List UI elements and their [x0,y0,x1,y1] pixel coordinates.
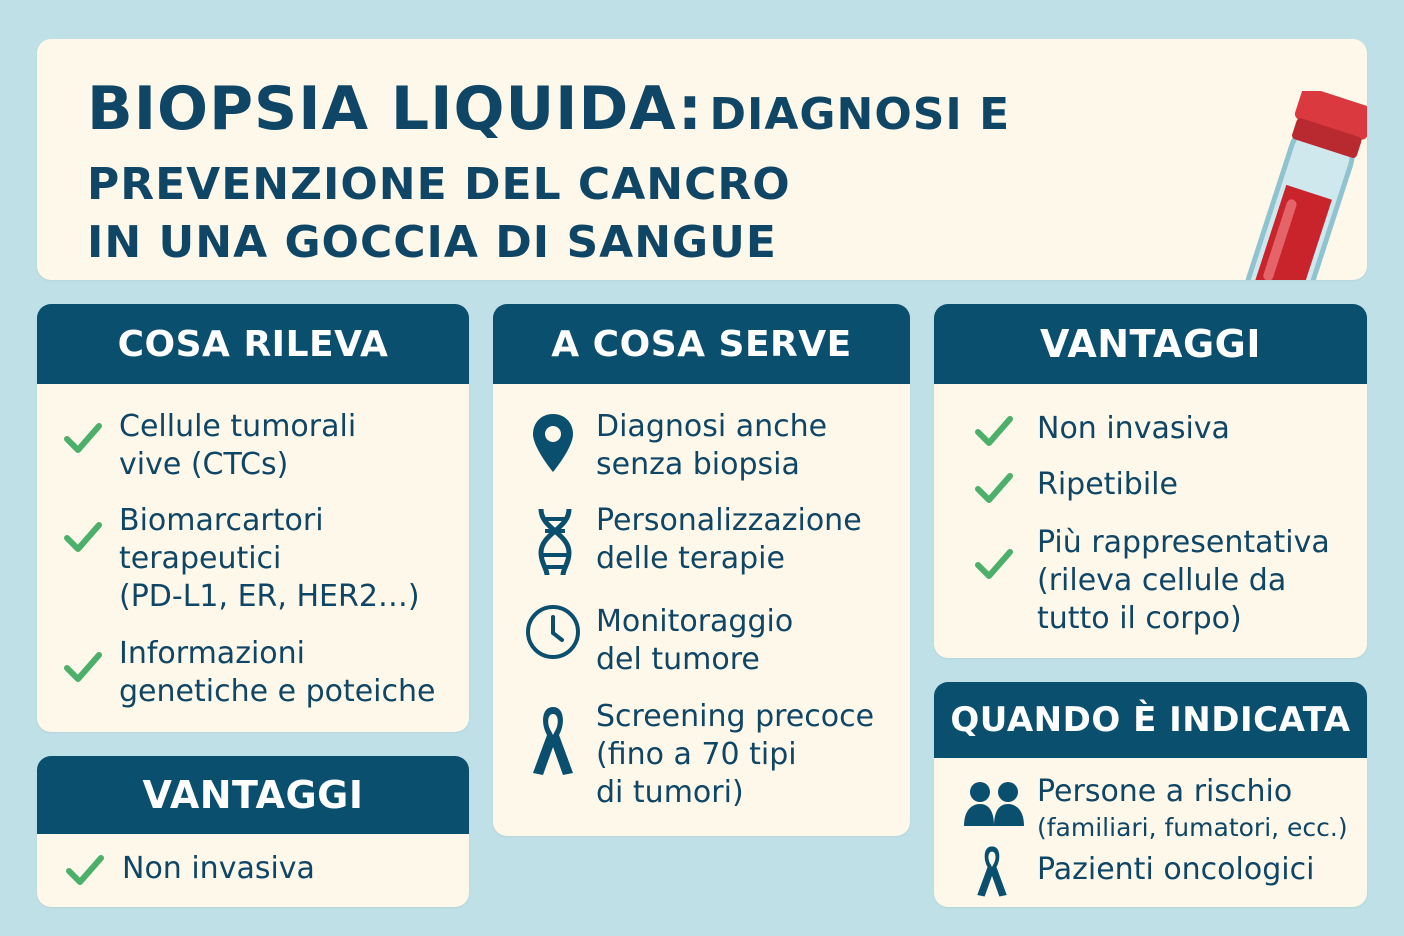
a-cosa-serve-header: A COSA SERVE [493,304,910,384]
cosa-rileva-card [37,304,469,732]
list-item: Biomarcartori terapeutici (PD-L1, ER, HER2…) [119,503,420,614]
list-item: Non invasiva [1037,411,1230,446]
list-item: Screening precoce (fino a 70 tipi di tumori) [596,699,875,810]
page-title [87,74,1011,272]
list-item: Ripetibile [1037,467,1178,502]
list-item: Monitoraggio del tumore [596,604,794,677]
quando-header: QUANDO È INDICATA [934,682,1367,758]
check-icon [974,471,1014,505]
vantaggi-header: VANTAGGI [934,304,1367,384]
check-icon [974,547,1014,581]
title-line2: PREVENZIONE DEL CANCRO [87,159,791,210]
list-item: Cellule tumorali vive (CTCs) [119,409,357,482]
title-part1: BIOPSIA LIQUIDA: [87,74,703,144]
title-card [37,39,1367,280]
ribbon-icon [529,701,577,777]
list-item: Informazioni genetiche e poteiche [119,636,436,709]
check-icon [63,520,103,554]
list-item: Persone a rischio (familiari, fumatori, ecc.) [1037,774,1348,842]
list-item: Non invasiva [122,851,315,886]
title-part2: DIAGNOSI E [709,89,1011,140]
dna-icon [533,507,577,577]
location-pin-icon [531,412,575,474]
check-icon [974,414,1014,448]
cosa-rileva-header: COSA RILEVA [37,304,469,384]
a-cosa-serve-card [493,304,910,836]
blood-tube-icon [1217,91,1367,280]
check-icon [63,650,103,684]
quando-card [934,682,1367,907]
vantaggi-card [934,304,1367,658]
list-item: Personalizzazione delle terapie [596,503,862,576]
ribbon-icon [974,842,1010,898]
people-icon [962,780,1028,828]
list-item: Più rappresentativa (rileva cellule da tutto il corpo) [1037,525,1330,636]
list-item: Pazienti oncologici [1037,852,1315,887]
vantaggi-small-header: VANTAGGI [37,756,469,834]
check-icon [63,421,103,455]
list-item: Diagnosi anche senza biopsia [596,409,828,482]
title-line3: IN UNA GOCCIA DI SANGUE [87,217,777,268]
check-icon [65,853,105,887]
vantaggi-small-card [37,756,469,907]
clock-icon [525,604,581,660]
